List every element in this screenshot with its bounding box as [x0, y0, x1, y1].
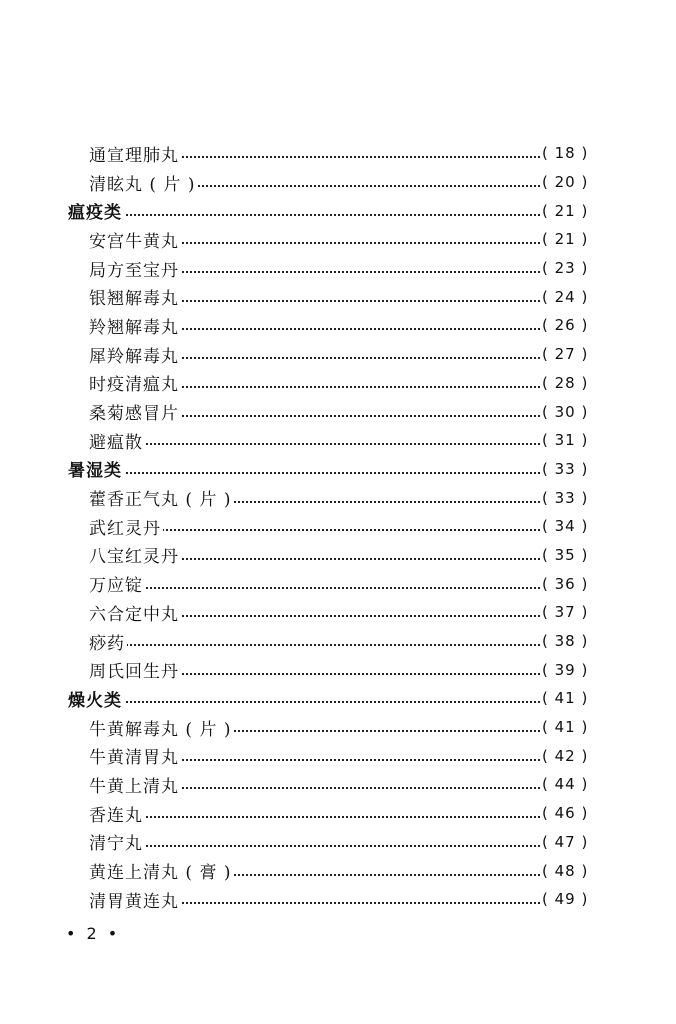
toc-entry: [0, 541, 676, 570]
entry-title: 痧药: [89, 629, 127, 654]
dot-leader: [90, 644, 540, 646]
toc-entry: [0, 569, 676, 598]
entry-page-number: ( 48 ): [542, 861, 589, 880]
toc-entry: [0, 655, 676, 684]
entry-title: 清眩丸 ( 片 ): [89, 170, 197, 195]
dot-leader: [70, 472, 540, 474]
entry-title: 牛黄清胃丸: [89, 743, 181, 768]
entry-page-number: ( 21 ): [542, 201, 589, 220]
entry-page-number: ( 21 ): [542, 230, 589, 249]
entry-title: 万应锭: [89, 571, 145, 596]
toc-category: [0, 196, 676, 225]
entry-page-number: ( 31 ): [542, 431, 589, 450]
entry-title: 藿香正气丸 ( 片 ): [89, 485, 233, 510]
entry-page-number: ( 38 ): [542, 632, 589, 651]
entry-page-number: ( 33 ): [542, 459, 589, 478]
entry-page-number: ( 36 ): [542, 574, 589, 593]
entry-title: 局方至宝丹: [89, 256, 181, 281]
entry-page-number: ( 28 ): [542, 373, 589, 392]
entry-title: 羚翘解毒丸: [89, 313, 181, 338]
page-number: • 2 •: [66, 924, 121, 943]
entry-title: 暑湿类: [68, 456, 124, 481]
toc-entry: [0, 741, 676, 770]
toc-entry: [0, 713, 676, 742]
toc-entry: [0, 770, 676, 799]
entry-page-number: ( 18 ): [542, 144, 589, 163]
entry-title: 安宫牛黄丸: [89, 227, 181, 252]
toc-category: [0, 684, 676, 713]
toc-entry: [0, 483, 676, 512]
entry-page-number: ( 20 ): [542, 173, 589, 192]
toc-entry: [0, 799, 676, 828]
entry-page-number: ( 44 ): [542, 775, 589, 794]
dot-leader: [70, 701, 540, 703]
entry-title: 燥火类: [68, 686, 124, 711]
entry-page-number: ( 23 ): [542, 259, 589, 278]
entry-title: 黄连上清丸 ( 膏 ): [89, 858, 233, 883]
entry-title: 牛黄上清丸: [89, 772, 181, 797]
entry-page-number: ( 34 ): [542, 517, 589, 536]
entry-page-number: ( 27 ): [542, 345, 589, 364]
dot-leader: [90, 845, 540, 847]
entry-title: 时疫清瘟丸: [89, 370, 181, 395]
dot-leader: [90, 587, 540, 589]
toc-entry: [0, 340, 676, 369]
entry-page-number: ( 49 ): [542, 890, 589, 909]
entry-title: 银翘解毒丸: [89, 284, 181, 309]
entry-page-number: ( 26 ): [542, 316, 589, 335]
entry-title: 八宝红灵丹: [89, 542, 181, 567]
entry-page-number: ( 42 ): [542, 746, 589, 765]
dot-leader: [90, 443, 540, 445]
entry-page-number: ( 37 ): [542, 603, 589, 622]
toc-entry: [0, 598, 676, 627]
entry-title: 通宣理肺丸: [89, 141, 181, 166]
dot-leader: [70, 214, 540, 216]
toc-entry: [0, 512, 676, 541]
entry-page-number: ( 30 ): [542, 402, 589, 421]
entry-title: 香连丸: [89, 801, 145, 826]
toc-category: [0, 455, 676, 484]
toc-entry: [0, 426, 676, 455]
toc-entry: [0, 225, 676, 254]
toc-entry: [0, 311, 676, 340]
entry-title: 避瘟散: [89, 428, 145, 453]
entry-title: 桑菊感冒片: [89, 399, 181, 424]
toc-entry: [0, 856, 676, 885]
entry-title: 六合定中丸: [89, 600, 181, 625]
entry-page-number: ( 47 ): [542, 832, 589, 851]
entry-title: 犀羚解毒丸: [89, 342, 181, 367]
toc-entry: [0, 369, 676, 398]
entry-title: 清胃黄连丸: [89, 887, 181, 912]
toc-entry: [0, 282, 676, 311]
entry-page-number: ( 39 ): [542, 660, 589, 679]
toc-entry: [0, 397, 676, 426]
toc-entry: [0, 828, 676, 857]
toc-entry: [0, 168, 676, 197]
toc-entry: [0, 254, 676, 283]
entry-title: 清宁丸: [89, 829, 145, 854]
entry-title: 瘟疫类: [68, 198, 124, 223]
entry-title: 周氏回生丹: [89, 657, 181, 682]
entry-title: 武红灵丹: [89, 514, 163, 539]
entry-page-number: ( 41 ): [542, 718, 589, 737]
toc-entry: [0, 627, 676, 656]
toc-entry: [0, 139, 676, 168]
entry-page-number: ( 35 ): [542, 545, 589, 564]
toc-entry: [0, 885, 676, 914]
table-of-contents: [0, 139, 676, 914]
entry-page-number: ( 33 ): [542, 488, 589, 507]
entry-page-number: ( 46 ): [542, 804, 589, 823]
dot-leader: [90, 816, 540, 818]
entry-title: 牛黄解毒丸 ( 片 ): [89, 715, 233, 740]
entry-page-number: ( 24 ): [542, 287, 589, 306]
entry-page-number: ( 41 ): [542, 689, 589, 708]
